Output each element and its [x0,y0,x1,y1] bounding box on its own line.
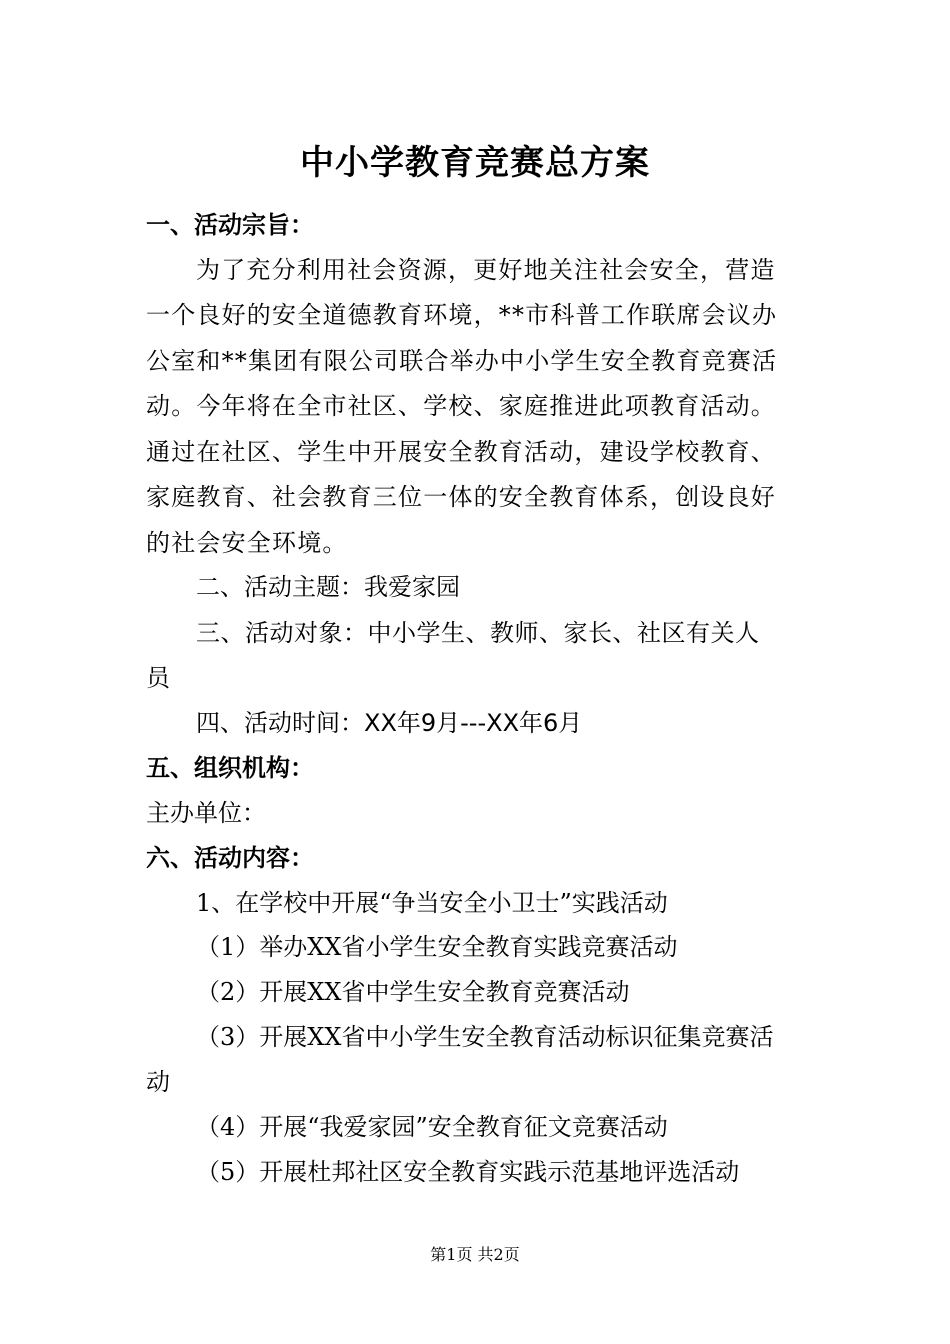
purpose-paragraph-line: 一个良好的安全道德教育环境，**市科普工作联席会议办 [146,301,778,329]
page-indicator: 第1页 共2页 [430,1245,520,1264]
section-theme: 二、活动主题：我爱家园 [196,573,460,601]
content-item: 1、在学校中开展“争当安全小卫士”实践活动 [196,889,668,917]
content-sub-item: 动 [146,1068,170,1096]
document-title: 中小学教育竞赛总方案 [300,143,650,183]
content-sub-item: （5）开展杜邦社区安全教育实践示范基地评选活动 [196,1158,740,1186]
purpose-paragraph-line: 家庭教育、社会教育三位一体的安全教育体系，创设良好 [146,483,776,511]
purpose-paragraph-line: 为了充分利用社会资源，更好地关注社会安全，营造 [196,256,776,284]
section-purpose-heading: 一、活动宗旨： [146,211,314,239]
content-sub-item: （4）开展“我爱家园”安全教育征文竞赛活动 [196,1113,668,1141]
organizer-label: 主办单位： [146,799,266,827]
content-sub-item: （1）举办XX省小学生安全教育实践竞赛活动 [196,933,678,961]
section-time: 四、活动时间：XX年9月---XX年6月 [196,709,583,737]
purpose-paragraph-line: 动。今年将在全市社区、学校、家庭推进此项教育活动。 [146,392,776,420]
content-sub-item: （2）开展XX省中学生安全教育竞赛活动 [196,978,630,1006]
section-org-heading: 五、组织机构： [146,754,314,782]
purpose-paragraph-line: 公室和**集团有限公司联合举办中小学生安全教育竞赛活 [146,347,778,375]
purpose-paragraph-line: 通过在社区、学生中开展安全教育活动，建设学校教育、 [146,438,776,466]
section-target-line: 三、活动对象：中小学生、教师、家长、社区有关人 [196,619,760,647]
section-content-heading: 六、活动内容： [146,844,314,872]
content-sub-item: （3）开展XX省中小学生安全教育活动标识征集竞赛活 [196,1023,774,1051]
section-target-line: 员 [146,664,170,692]
purpose-paragraph-line: 的社会安全环境。 [146,529,348,557]
